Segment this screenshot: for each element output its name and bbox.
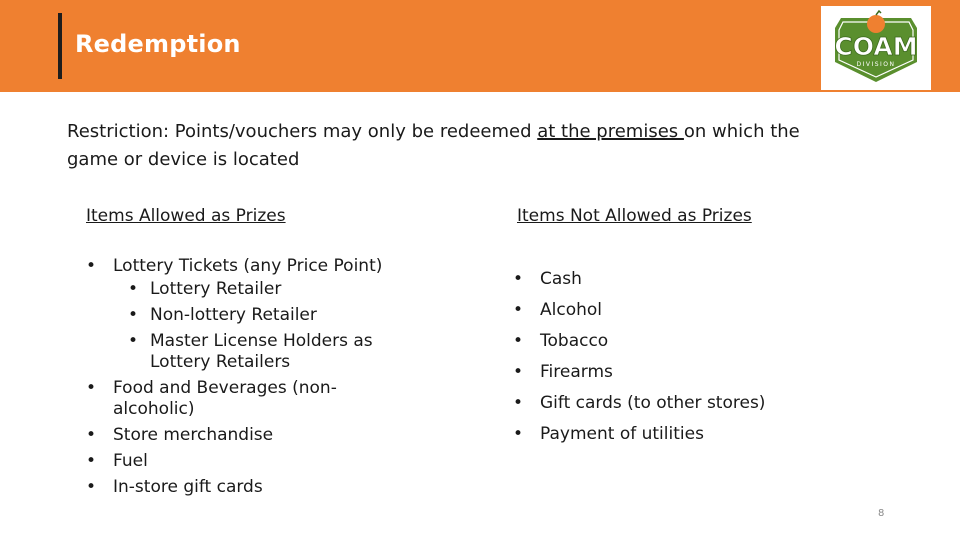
list-item: • Gift cards (to other stores) [513, 391, 833, 415]
restriction-text [67, 118, 827, 174]
coam-logo [821, 6, 931, 90]
list-item: • Food and Beverages (non-alcoholic) [86, 378, 363, 420]
list-item: • Payment of utilities [513, 422, 833, 446]
restriction-underlined: at the premises [537, 121, 684, 142]
not-allowed-list [513, 267, 833, 453]
logo-subtext: DIVISION [856, 61, 896, 68]
page-number: 8 [878, 508, 885, 519]
slide-title: Redemption [75, 30, 241, 58]
sublist [113, 279, 416, 373]
list-item: • Tobacco [513, 329, 833, 353]
logo-text: COAM [834, 32, 918, 61]
list-item: • Firearms [513, 360, 833, 384]
not-allowed-heading: Items Not Allowed as Prizes [517, 206, 752, 226]
sublist-item: • Non-lottery Retailer [118, 305, 416, 326]
list-item [86, 256, 416, 373]
list-item: • In-store gift cards [86, 477, 416, 498]
header-banner [0, 0, 960, 92]
list-item: • Alcohol [513, 298, 833, 322]
restriction-before: Restriction: Points/vouchers may only be redeemed [67, 121, 538, 142]
restriction-after: on which the game or device is located [67, 121, 800, 170]
list-item-label: Lottery Tickets (any Price Point) [113, 256, 383, 276]
list-item: • Fuel [86, 451, 416, 472]
list-item: • Cash [513, 267, 833, 291]
sublist-item: • Master License Holders as Lottery Retailers [118, 331, 416, 373]
list-item: • Store merchandise [86, 425, 416, 446]
allowed-list [86, 256, 416, 503]
allowed-heading: Items Allowed as Prizes [86, 206, 286, 226]
title-accent-bar [58, 13, 62, 79]
sublist-item: • Lottery Retailer [118, 279, 416, 300]
